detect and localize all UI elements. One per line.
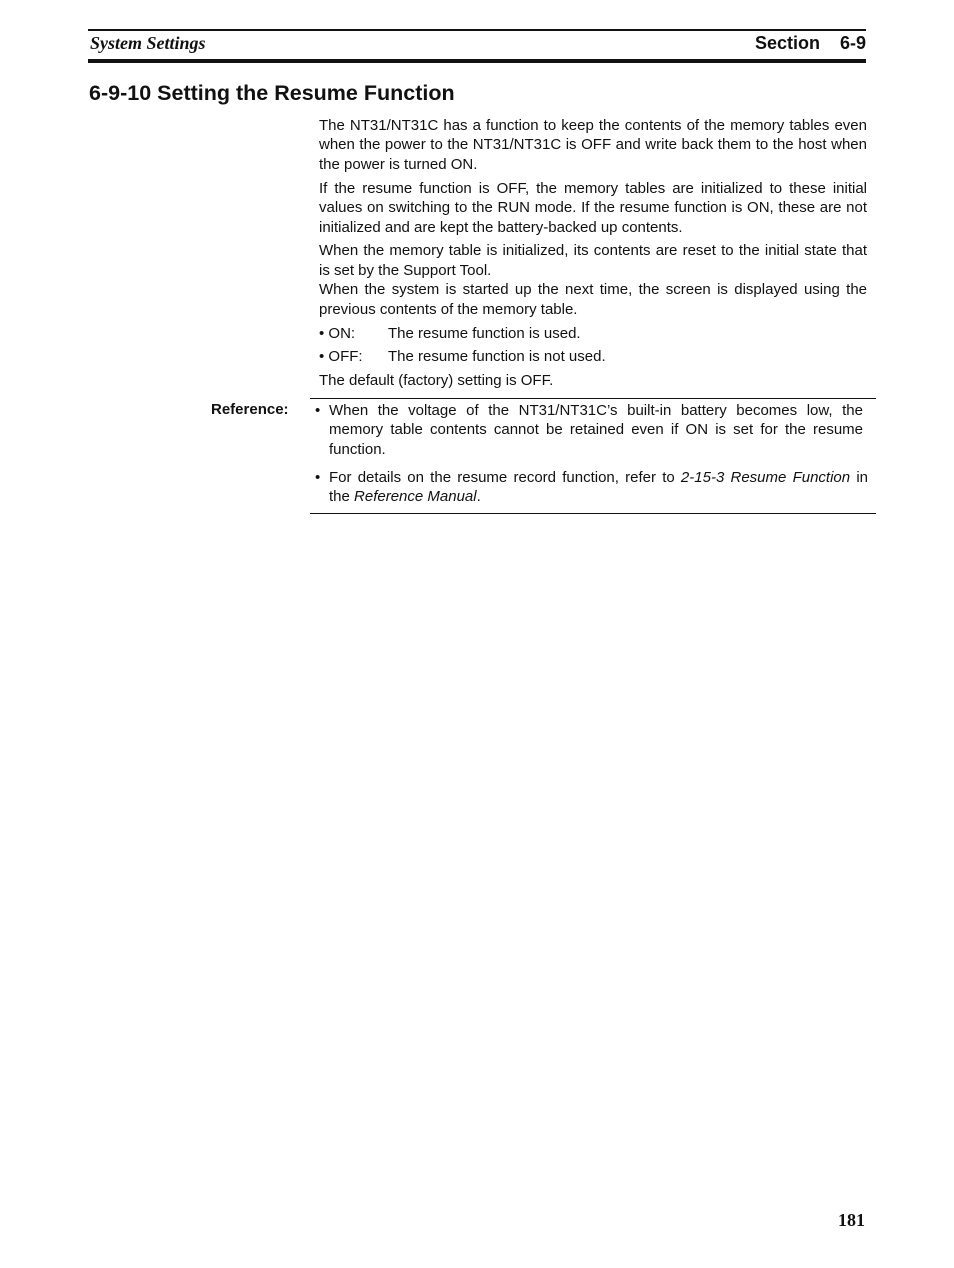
reference-item-text: When the voltage of the NT31/NT31C’s built-in battery becomes low, the memory table contents cannot be retained even if ON is set for the resume function. xyxy=(329,402,863,458)
option-description: The resume function is used. xyxy=(388,324,581,342)
option-on xyxy=(319,324,867,343)
bullet: • xyxy=(315,469,321,486)
section-heading-number: 6-9-10 xyxy=(89,81,152,105)
paragraph-initialize: When the memory table is initialized, its contents are reset to the initial state that is set by the Support Tool. xyxy=(319,242,867,279)
reference-text-pre: For details on the resume record function, refer to xyxy=(329,469,681,486)
running-header-chapter: System Settings xyxy=(90,33,206,53)
section-heading xyxy=(89,81,455,106)
reference-box xyxy=(310,398,876,514)
option-key: • OFF: xyxy=(319,348,363,366)
paragraph-off-behavior: If the resume function is OFF, the memory tables are initialized to these initial values on switching to the RUN mode. If the resume function is ON, these are not initialized and are kept the battery-backed up contents. xyxy=(319,179,867,236)
cross-reference-manual: Reference Manual xyxy=(354,488,477,506)
paragraph-intro: The NT31/NT31C has a function to keep the contents of the memory tables even when the power to the NT31/NT31C is OFF and write back them to the host when the power is turned ON. xyxy=(319,117,867,173)
running-header-section xyxy=(755,33,866,54)
option-key: • ON: xyxy=(319,324,356,342)
cross-reference-section: 2-15-3 Resume Function xyxy=(680,469,851,486)
option-description: The resume function is not used. xyxy=(388,348,606,366)
header-rule-bottom xyxy=(88,59,866,63)
page-number: 181 xyxy=(838,1210,865,1230)
section-heading-title: Setting the Resume Function xyxy=(157,81,455,105)
reference-text-mid: in the xyxy=(329,469,868,506)
reference-item xyxy=(310,401,868,459)
option-off xyxy=(319,347,867,366)
section-label: Section xyxy=(754,33,820,53)
default-setting-note: The default (factory) setting is OFF. xyxy=(319,372,554,390)
reference-item-text xyxy=(329,468,868,507)
reference-text-end: . xyxy=(476,488,481,506)
reference-item xyxy=(310,468,868,507)
bullet: • xyxy=(315,402,321,419)
body-text xyxy=(319,116,867,395)
paragraph-startup: When the system is started up the next time, the screen is displayed using the previous contents of the memory table. xyxy=(319,281,867,318)
section-number: 6-9 xyxy=(839,33,866,53)
header-rule-top xyxy=(88,29,866,31)
reference-label: Reference: xyxy=(211,401,289,418)
